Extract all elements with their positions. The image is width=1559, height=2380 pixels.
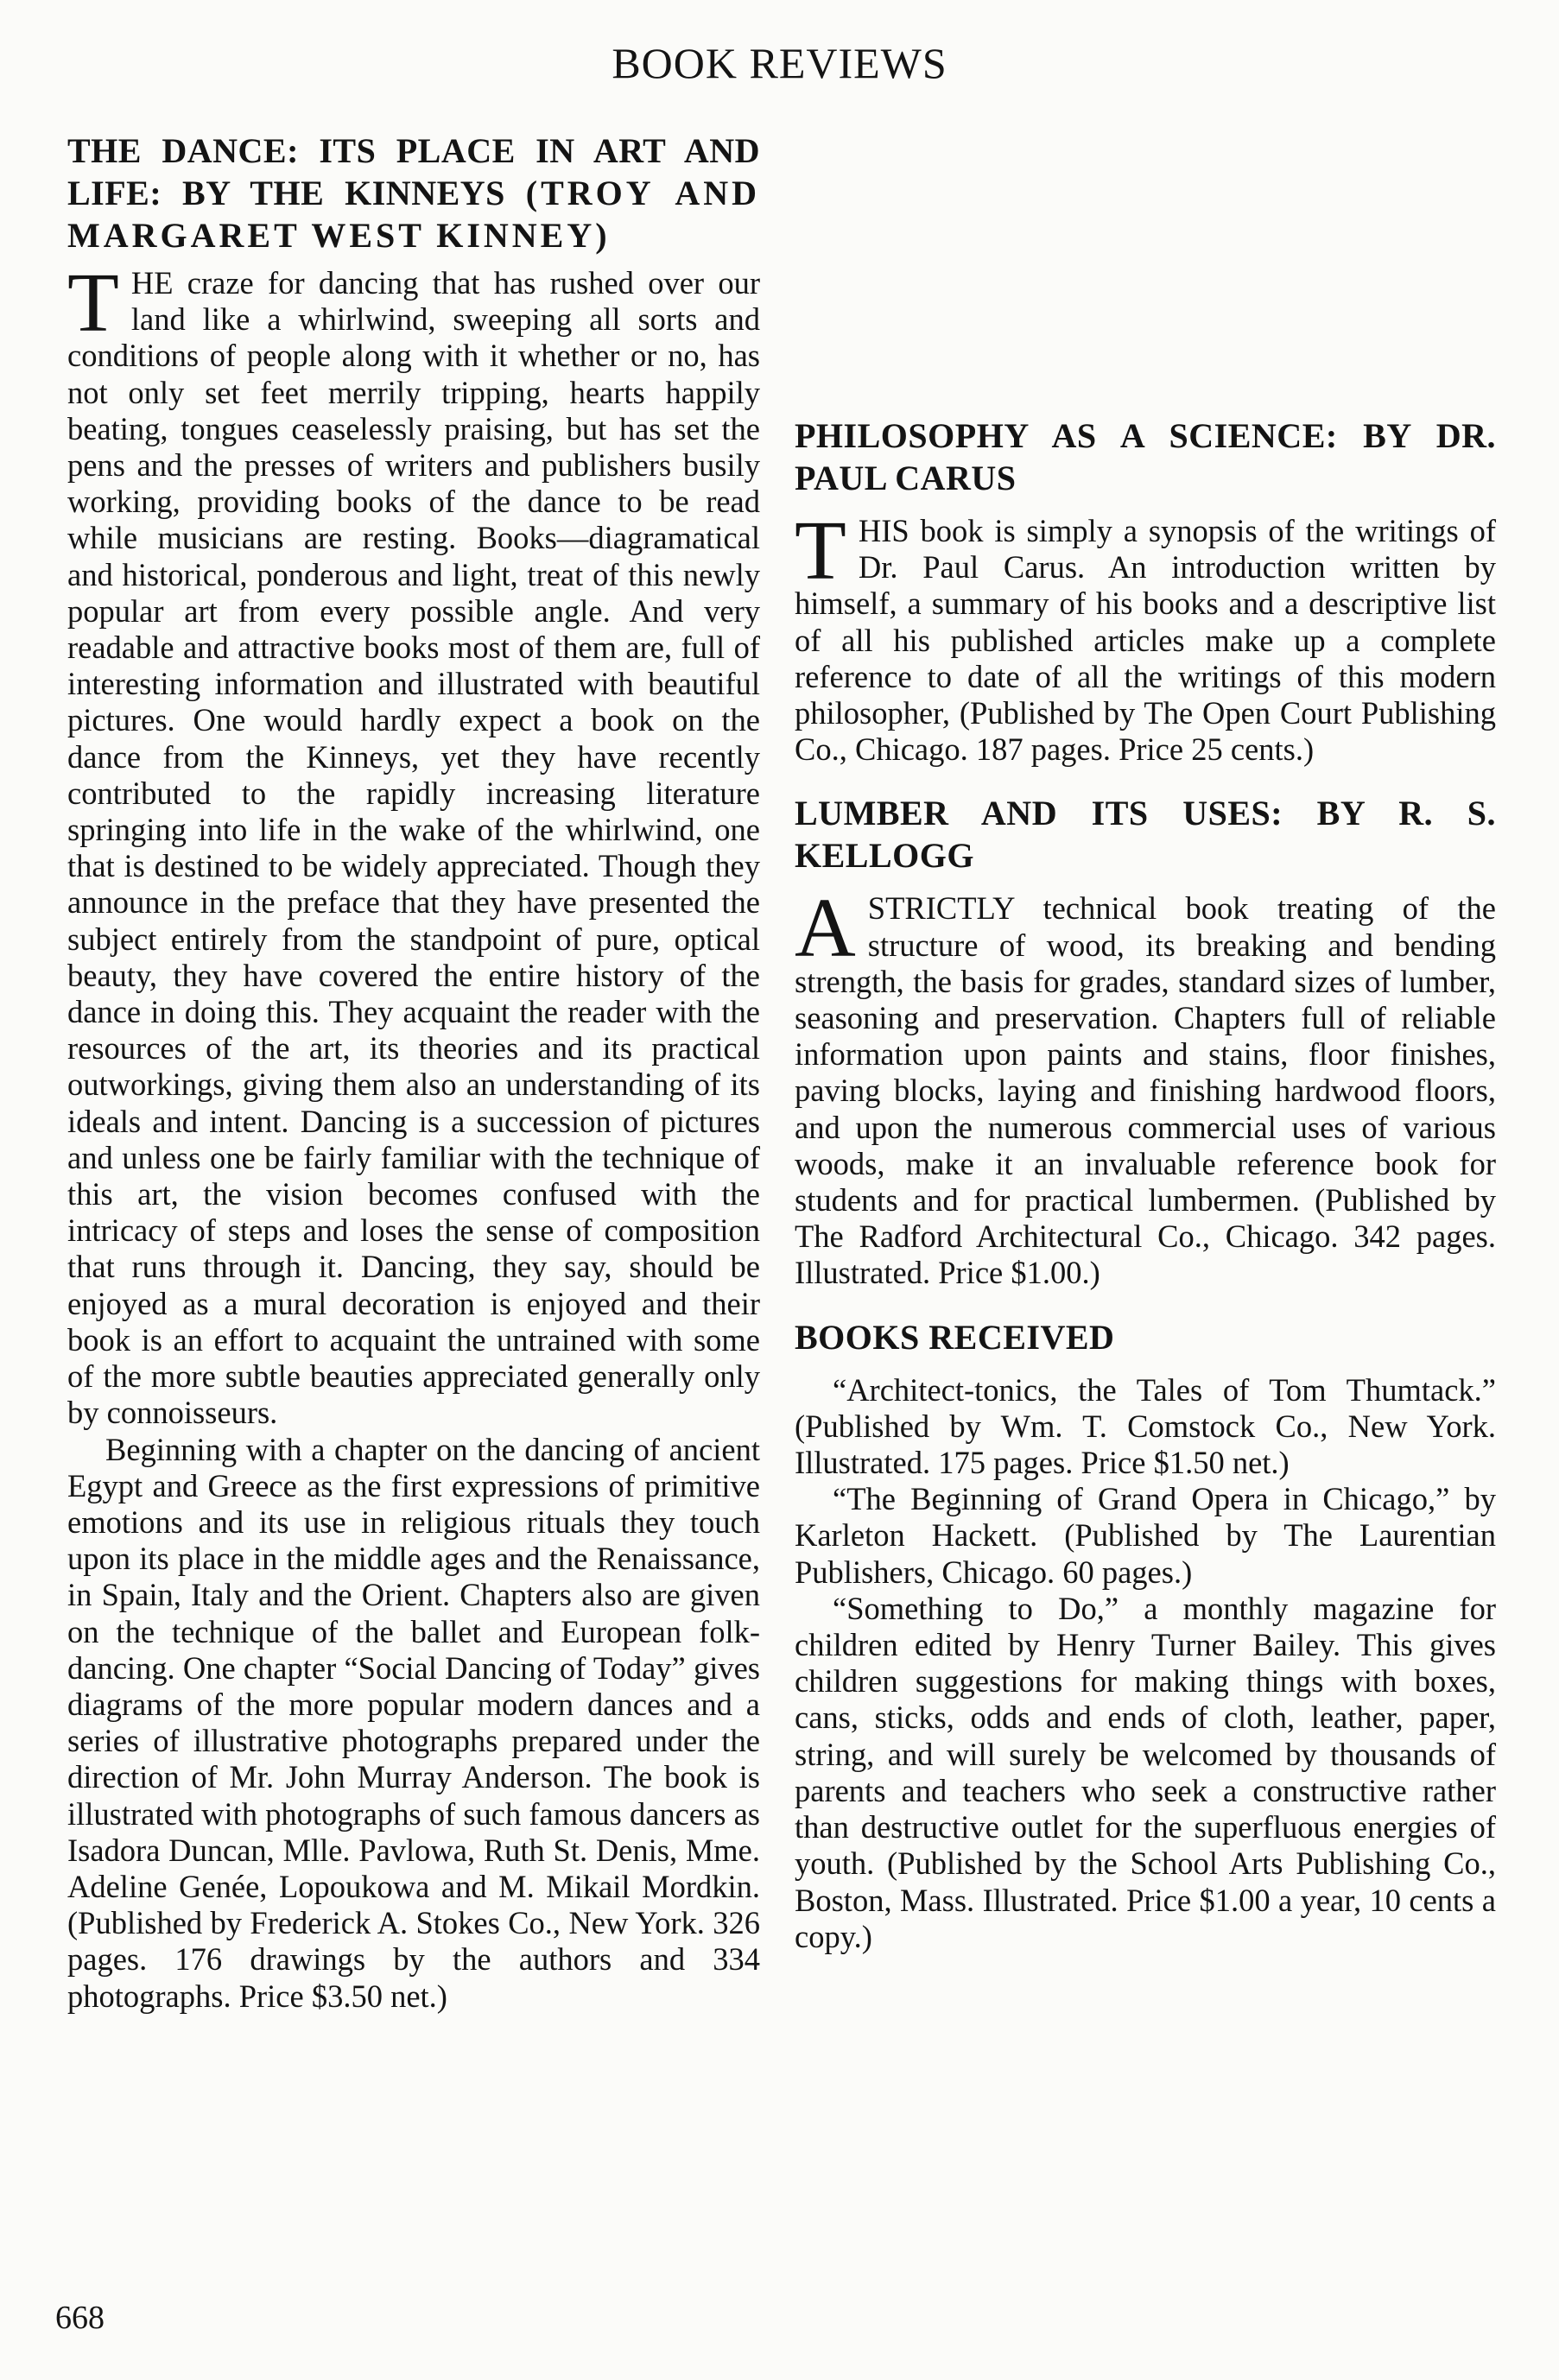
books-received-item: “The Beginning of Grand Opera in Chicago,” by Karleton Hackett. (Published by The Laurentian Publishers, Chicago. 60 pages.)	[795, 1481, 1496, 1590]
review-title-philosophy: PHILOSOPHY AS A SCIENCE: BY DR. PAUL CARUS	[795, 416, 1496, 497]
review-title-dance	[67, 130, 760, 256]
review-dance-paragraph-1	[67, 256, 760, 1432]
review-lumber-text: STRICTLY technical book treating of the structure of wood, its breaking and bending strength, the basis for grades, standard sizes of lumber, seasoning and preservation. Chapters full of reliable information upon paints and stains, floor finishes, paving blocks, laying and finishing hardwood floors, and upon the numerous commercial uses of various woods, make it an invaluable reference book for students and for practical lumbermen. (Published by The Radford Architectural Co., Chicago. 342 pages. Illustrated. Price $1.00.)	[795, 890, 1496, 1291]
left-column	[67, 130, 760, 2015]
review-philosophy-paragraph	[795, 504, 1496, 768]
review-dance-text-1: HE craze for dancing that has rushed over our land like a whirlwind, sweeping all sorts and conditions of people along with it whether or no, has not only set feet merrily tripping, hearts happily beating, tongues ceaselessly praising, but has set the pens and the presses of writers and publishers busily working, providing books of the dance to be read while musicians are resting. Books—diagramatical and historical, ponderous and light, treat of this newly popular art from every possible angle. And very readable and attractive books most of them are, full of interesting information and illustrated with beautiful pictures. One would hardly expect a book on the dance from the Kinneys, yet they have recently contributed to the rapidly increasing literature springing into life in the wake of the whirlwind, one that is destined to be widely appreciated. Though they announce in the preface that they have presented the subject entirely from the standpoint of pure, optical beauty, they have covered the entire history of the dance in doing this. They acquaint the reader with the resources of the art, its theories and its practical outworkings, giving them also an understanding of its ideals and intent. Dancing is a succession of pictures and unless one be fairly familiar with the technique of this art, the vision becomes confused with the intricacy of steps and loses the sense of composition that runs through it. Dancing, they say, should be enjoyed as a mural decoration is enjoyed and their book is an effort to acquaint the untrained with some of the more subtle beauties appreciated generally only by connoisseurs.	[67, 265, 760, 1431]
review-lumber-paragraph	[795, 882, 1496, 1291]
page-header: BOOK REVIEWS	[612, 39, 947, 87]
review-dance-paragraph-2: Beginning with a chapter on the dancing of ancient Egypt and Greece as the first expressions of primitive emotions and its use in religious rituals they touch upon its place in the middle ages and the Renaissance, in Spain, Italy and the Orient. Chapters also are given on the technique of the ballet and European folk-dancing. One chapter “Social Dancing of Today” gives diagrams of the more popular modern dances and a series of illustrative photographs prepared under the direction of Mr. John Murray Anderson. The book is illustrated with photographs of such famous dancers as Isadora Duncan, Mlle. Pavlowa, Ruth St. Denis, Mme. Adeline Genée, Lopoukowa and M. Mikail Mordkin. (Published by Frederick A. Stokes Co., New York. 326 pages. 176 drawings by the authors and 334 photographs. Price $3.50 net.)	[67, 1431, 760, 2014]
drop-cap-t: T	[795, 504, 846, 598]
drop-cap-a: A	[795, 882, 856, 976]
drop-cap-t: T	[67, 256, 119, 350]
books-received-item: “Architect-tonics, the Tales of Tom Thumtack.” (Published by Wm. T. Comstock Co., New York. Illustrated. 175 pages. Price $1.50 net.)	[795, 1371, 1496, 1481]
review-philosophy-text: HIS book is simply a synopsis of the writings of Dr. Paul Carus. An introduction written by himself, a summary of his books and a descriptive list of all his published articles make up a complete reference to date of all the writings of this modern philosopher, (Published by The Open Court Publishing Co., Chicago. 187 pages. Price 25 cents.)	[795, 513, 1496, 768]
books-received-item: “Something to Do,” a monthly magazine for children edited by Henry Turner Bailey. This gives children suggestions for making things with boxes, cans, sticks, odds and ends of cloth, leather, paper, string, and will surely be welcomed by thousands of parents and teachers who seek a constructive rather than destructive outlet for the superfluous energies of youth. (Published by the School Arts Publishing Co., Boston, Mass. Illustrated. Price $1.00 a year, 10 cents a copy.)	[795, 1590, 1496, 1954]
review-title-dance-main: THE DANCE: ITS PLACE IN ART AND LIFE: BY THE KINNEYS	[67, 131, 760, 212]
page-number: 668	[55, 2300, 105, 2336]
review-title-dance-authors: (TROY AND MARGARET WEST KINNEY)	[67, 174, 761, 255]
right-column	[795, 130, 1496, 1955]
review-title-lumber: LUMBER AND ITS USES: BY R. S. KELLOGG	[795, 794, 1496, 876]
books-received-title: BOOKS RECEIVED	[795, 1317, 1115, 1357]
